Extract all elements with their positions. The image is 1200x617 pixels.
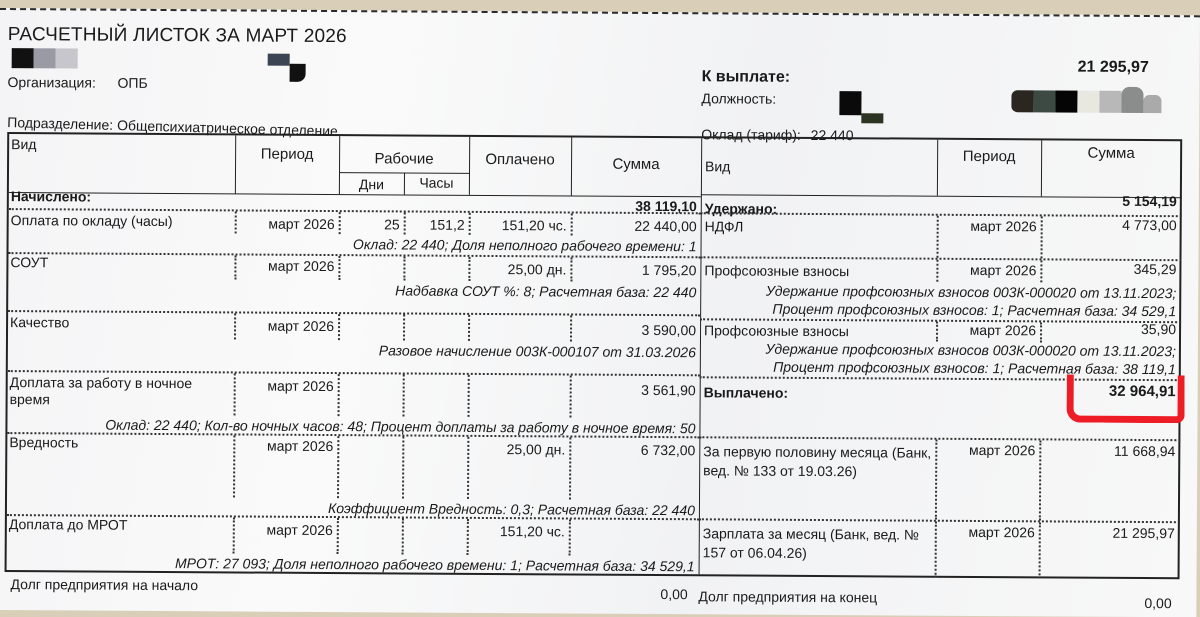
- accrual-note: Оклад: 22 440; Доля неполного рабочего времени: 1: [352, 236, 697, 255]
- accrual-period: март 2026: [267, 377, 334, 395]
- deduction-type: Профсоюзные взносы: [704, 262, 850, 280]
- deduction-note: Процент профсоюзных взносов: 1; Расчетная база: 38 119,1: [773, 358, 1176, 378]
- debt-end-label: Долг предприятия на конец: [698, 588, 878, 606]
- col-type: Вид: [11, 136, 37, 153]
- payout-sum: 11 668,94: [1114, 442, 1176, 460]
- col-deduction-type: Вид: [704, 158, 731, 175]
- accrual-sum: 6 732,00: [640, 441, 696, 459]
- col-days: Дни: [358, 176, 384, 193]
- redacted-employee-name: [0, 10, 1200, 17]
- payout-type: За первую половину месяца (Банк, вед. № 133 от 19.03.26): [703, 443, 932, 480]
- col-deduction-sum: Сумма: [1087, 144, 1135, 162]
- deduction-note: Удержание профсоюзных взносов 003К-000020 от 13.11.2023;: [765, 282, 1177, 302]
- organization-value: ОПБ: [117, 74, 148, 91]
- payout-period: март 2026: [968, 441, 1036, 459]
- accrual-type: Доплата за работу в ночное время: [9, 374, 193, 408]
- payslip-title: РАСЧЕТНЫЙ ЛИСТОК ЗА МАРТ 2026: [7, 24, 347, 48]
- organization-label: Организация:: [7, 74, 96, 91]
- accrual-period: март 2026: [268, 257, 335, 275]
- deduction-sum: 35,90: [1140, 320, 1177, 338]
- payout-type: Зарплата за месяц (Банк, вед. № 157 от 06.04.26): [702, 525, 920, 561]
- accrual-paid: 151,20 чс.: [499, 523, 565, 540]
- position-label: Должность:: [701, 90, 777, 107]
- accrual-sum: 22 440,00: [634, 217, 697, 235]
- debt-end-value: 0,00: [1144, 595, 1172, 612]
- accrual-days: 25: [384, 216, 400, 233]
- accrual-paid: 25,00 дн.: [507, 261, 567, 278]
- accrual-period: март 2026: [268, 215, 335, 233]
- deduction-type: НДФЛ: [704, 218, 744, 235]
- accrual-sum: 3 590,00: [641, 321, 697, 339]
- accrual-sum: 3 561,90: [641, 381, 696, 399]
- accrual-type: СОУТ: [10, 254, 49, 271]
- accrual-sum: 1 795,20: [641, 261, 697, 279]
- to-pay-label: К выплате:: [701, 68, 791, 86]
- deductions-section-label: Удержано:: [704, 200, 778, 217]
- redacted-position: [0, 10, 1200, 17]
- salary-value: 22 440: [810, 126, 854, 144]
- salary-label: Оклад (тариф):: [701, 126, 801, 143]
- accrual-type: Доплата до МРОТ: [8, 516, 128, 533]
- deduction-period: март 2026: [969, 321, 1037, 339]
- accrual-type: Вредность: [9, 434, 79, 451]
- deduction-period: март 2026: [970, 217, 1037, 235]
- col-working: Рабочие: [374, 150, 434, 168]
- accrual-type: Качество: [10, 314, 70, 331]
- deduction-sum: 345,29: [1133, 260, 1177, 278]
- department-label: Подразделение:: [7, 114, 114, 133]
- column-divider: [699, 138, 703, 574]
- paid-section-label: Выплачено:: [703, 384, 789, 401]
- accrual-paid: 151,20 чс.: [501, 217, 567, 234]
- col-sum: Сумма: [612, 155, 660, 174]
- accrual-note: Надбавка СОУТ %: 8; Расчетная база: 22 440: [395, 282, 697, 301]
- payout-sum: 21 295,97: [1112, 524, 1175, 542]
- accrual-note: Оклад: 22 440; Кол-во ночных часов: 48; Процент доплаты за работу в ночное время: 50: [105, 416, 696, 437]
- accrual-period: март 2026: [266, 437, 334, 455]
- accrual-note: Разовое начисление 003К-000107 от 31.03.2026: [378, 342, 696, 361]
- deduction-period: март 2026: [970, 261, 1037, 279]
- col-period: Период: [260, 145, 314, 163]
- debt-start-label: Долг предприятия на начало: [10, 576, 199, 594]
- accruals-total: 38 119,10: [635, 197, 697, 215]
- payslip-table: [5, 132, 1183, 579]
- col-deduction-period: Период: [962, 147, 1016, 166]
- col-paid: Оплачено: [485, 150, 555, 169]
- accrual-period: март 2026: [267, 317, 335, 335]
- deduction-type: Профсоюзные взносы: [703, 322, 849, 340]
- accrual-note: Коэффициент Вредность: 0,3; Расчетная база: 22 440: [327, 500, 695, 519]
- payout-period: март 2026: [968, 523, 1035, 541]
- red-highlight-marker: [1066, 375, 1184, 424]
- deduction-note: Удержание профсоюзных взносов 003К-000020 от 13.11.2023;: [765, 340, 1176, 360]
- accrual-note: МРОТ: 27 093; Доля неполного рабочего времени: 1; Расчетная база: 34 529,1: [174, 555, 695, 575]
- debt-start-value: 0,00: [660, 586, 688, 603]
- accrual-period: март 2026: [266, 521, 333, 539]
- to-pay-value: 21 295,97: [1077, 58, 1149, 77]
- accruals-section-label: Начислено:: [10, 188, 92, 205]
- accrual-hours: 151,2: [429, 216, 465, 233]
- accrual-type: Оплата по окладу (часы): [10, 212, 173, 230]
- deduction-sum: 4 773,00: [1122, 216, 1177, 234]
- col-hours: Часы: [419, 174, 454, 191]
- deductions-total: 5 154,19: [1122, 192, 1177, 210]
- paid-total: 32 964,91: [1108, 382, 1176, 401]
- department-value: Общепсихиатрическое отделение: [116, 117, 339, 139]
- accrual-paid: 25,00 дн.: [506, 441, 566, 458]
- payslip-sheet: [0, 8, 1200, 617]
- deduction-note: Процент профсоюзных взносов: 1; Расчетная база: 34 529,1: [772, 300, 1177, 320]
